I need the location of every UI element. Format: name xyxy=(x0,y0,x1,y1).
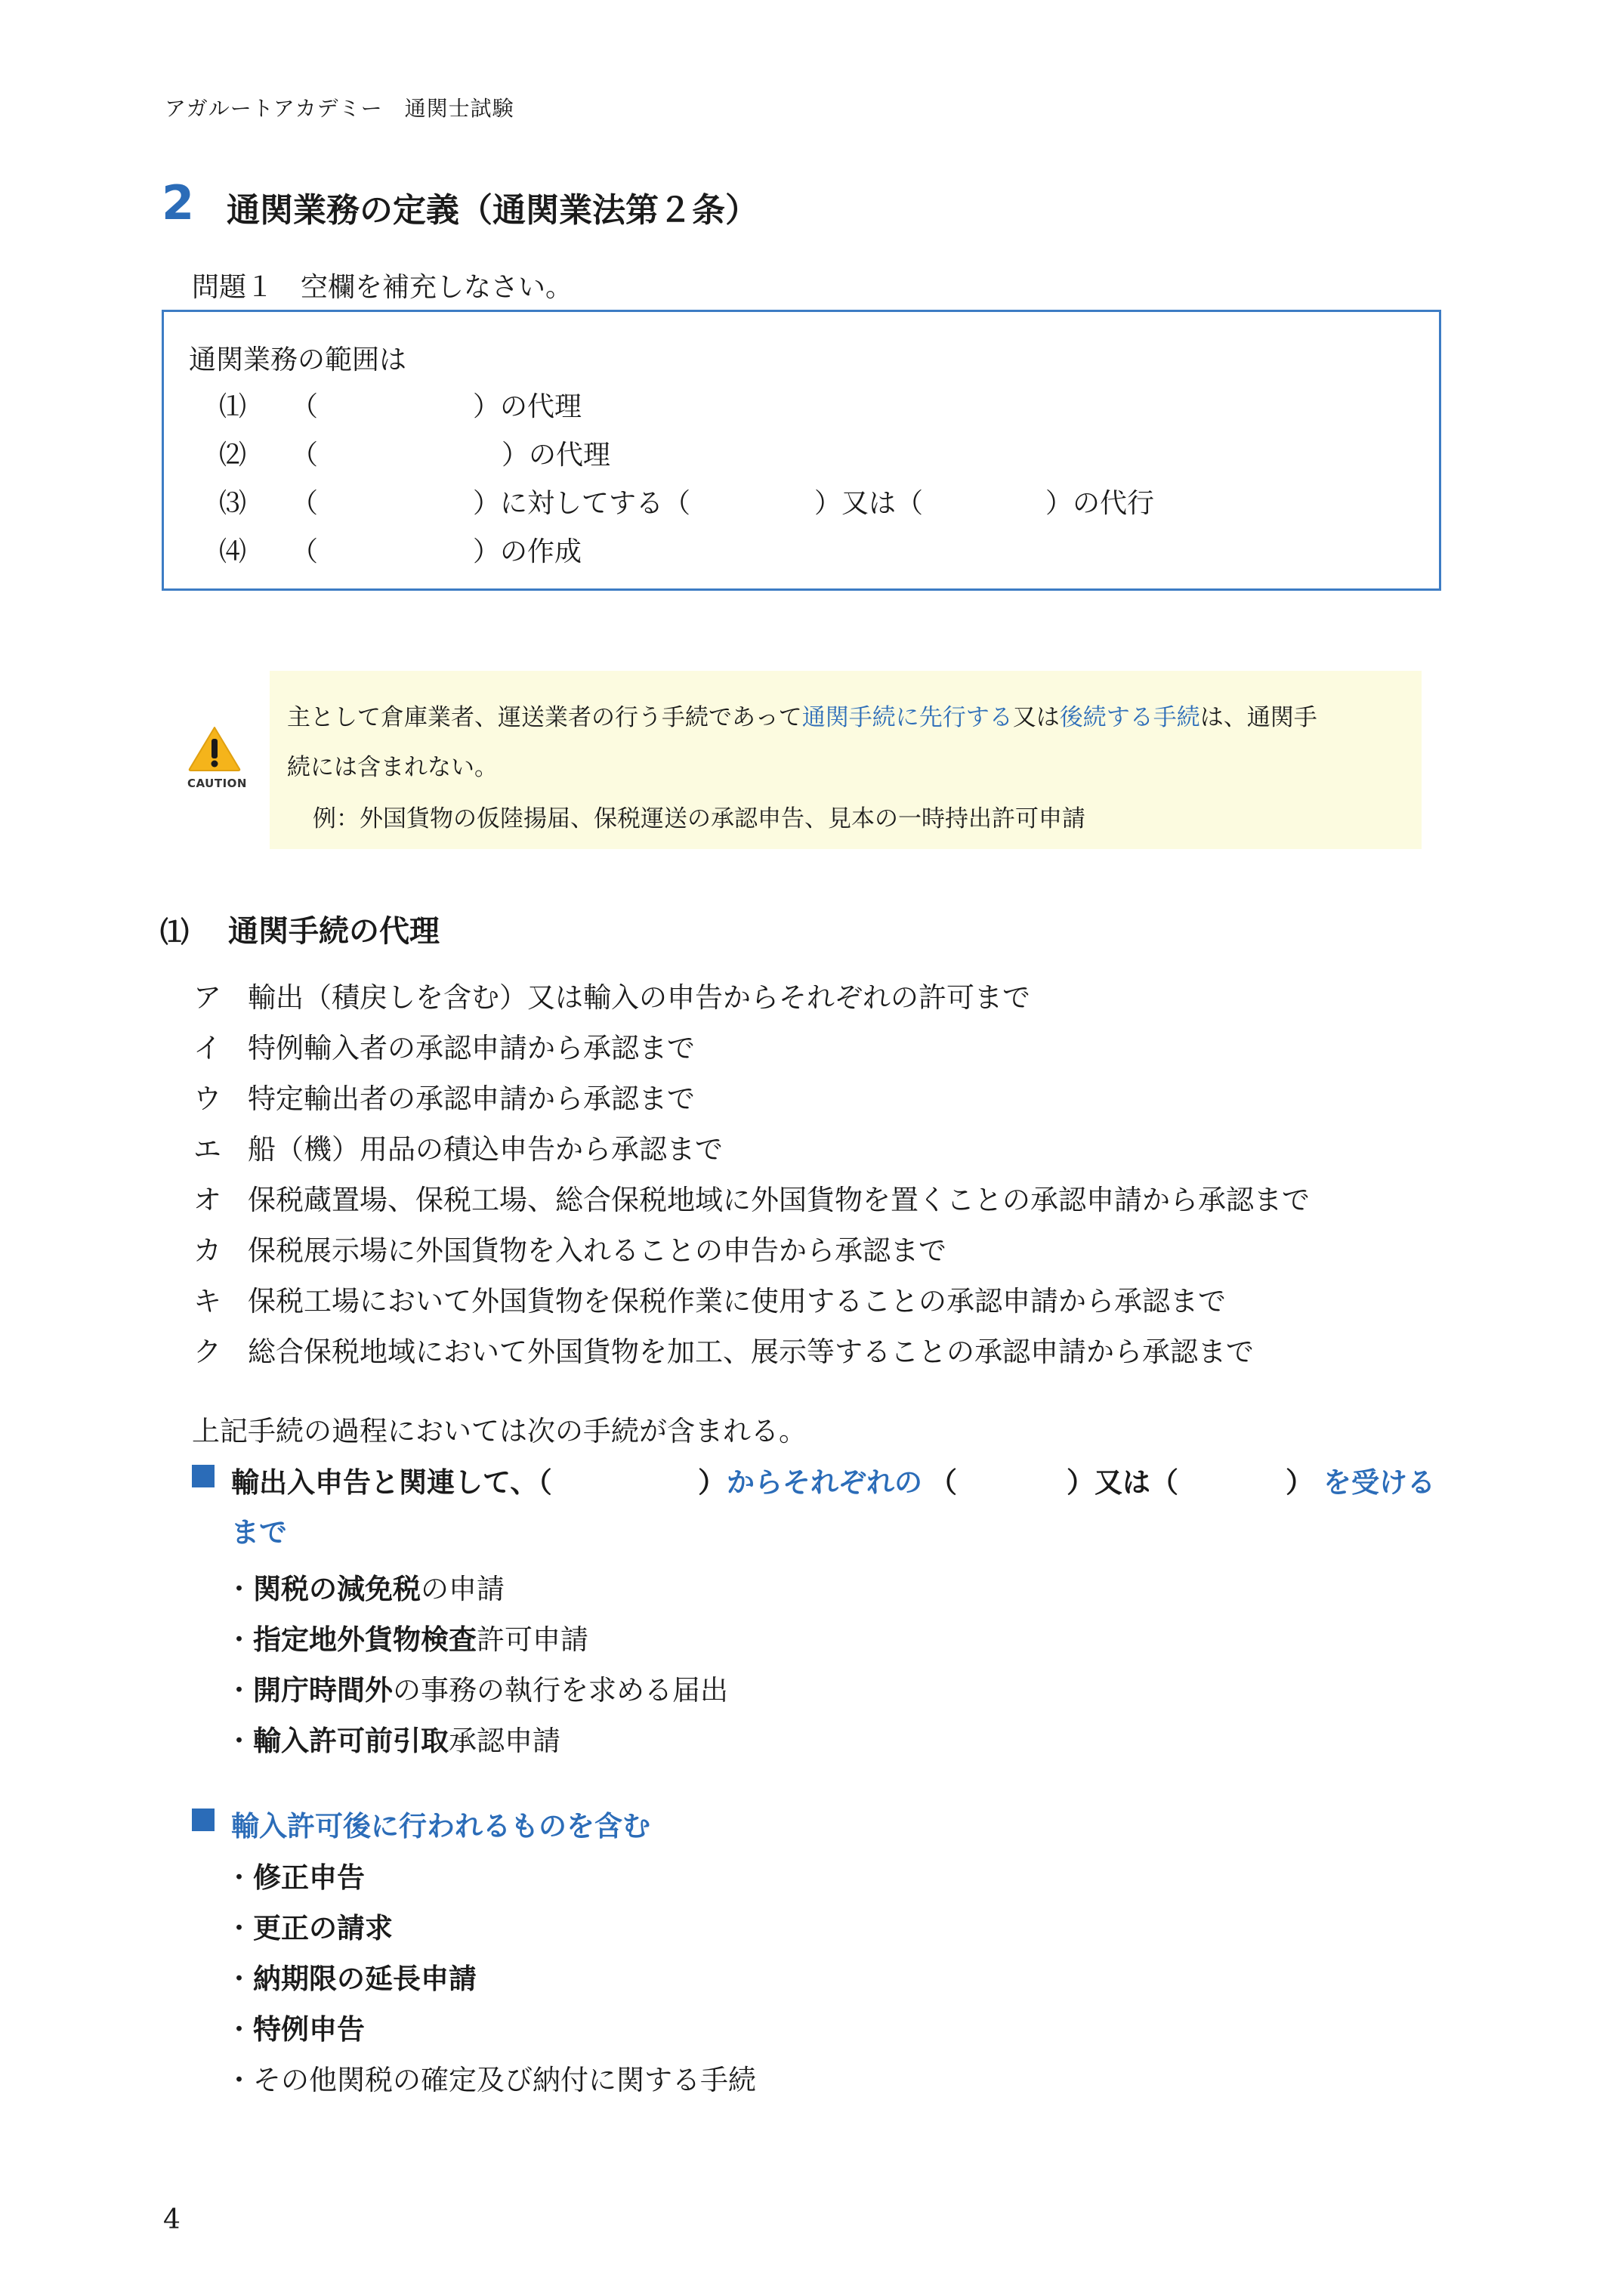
blank-close: ）の代理 xyxy=(473,391,582,422)
page-number: 4 xyxy=(163,2204,181,2235)
section-title: 通関業務の定義（通関業法第２条） xyxy=(227,191,758,230)
bullet-item: ・指定地外貨物検査許可申請 xyxy=(225,1623,588,1656)
blank-open: （ xyxy=(291,391,319,422)
list-item-key: キ xyxy=(193,1285,221,1317)
blank-close: ）の作成 xyxy=(473,536,582,567)
lead-text: からそれぞれの xyxy=(727,1466,922,1499)
square-bullet-icon xyxy=(192,1809,215,1831)
lead-text: を受ける xyxy=(1323,1466,1435,1499)
bullet-item: ・納期限の延長申請 xyxy=(225,1963,477,1995)
question-row-num: ⑴ xyxy=(219,391,247,422)
square-bullet-icon xyxy=(192,1465,215,1487)
question-row-num: ⑶ xyxy=(219,488,247,519)
blank-close: ） xyxy=(1286,1466,1314,1499)
lead-text: まで xyxy=(231,1516,287,1549)
caution-example: 例：外国貨物の仮陸揚届、保税運送の承認申告、見本の一時持出許可申請 xyxy=(313,805,1085,832)
list-item: 保税工場において外国貨物を保税作業に使用することの承認申請から承認まで xyxy=(248,1285,1226,1317)
question-row-num: ⑵ xyxy=(219,440,247,471)
bullet-item: ・修正申告 xyxy=(225,1861,365,1894)
header-text: アガルートアカデミー 通関士試験 xyxy=(165,96,514,121)
caution-icon xyxy=(187,725,247,790)
list-item-key: ク xyxy=(193,1336,221,1368)
blank-close: ）の代行 xyxy=(1045,488,1155,519)
list-item: 船（機）用品の積込申告から承認まで xyxy=(248,1133,723,1166)
blank-close: ）又は（ xyxy=(814,488,924,519)
section-number: 2 xyxy=(162,175,195,230)
bullet-item: ・開庁時間外の事務の執行を求める届出 xyxy=(225,1674,728,1707)
list-item-key: ア xyxy=(193,981,221,1014)
blank-close: ）に対してする（ xyxy=(473,488,691,519)
question-row-num: ⑷ xyxy=(219,536,247,567)
blank-close: ）又は（ xyxy=(1067,1466,1178,1499)
list-item: 特定輸出者の承認申請から承認まで xyxy=(248,1083,695,1115)
blank-open: （ xyxy=(291,536,319,567)
list-item-key: ウ xyxy=(193,1083,221,1115)
bullet-item: ・その他関税の確定及び納付に関する手続 xyxy=(225,2064,756,2096)
subsection-title: 通関手続の代理 xyxy=(228,914,440,949)
list-item: 特例輸入者の承認申請から承認まで xyxy=(248,1032,695,1064)
blank-close: ） xyxy=(698,1466,726,1499)
subsection-number: ⑴ xyxy=(160,916,190,949)
bullet-item: ・輸入許可前引取承認申請 xyxy=(225,1725,560,1757)
blank-close: ）の代理 xyxy=(502,440,611,471)
blank-open: （ xyxy=(291,440,319,471)
list-item: 保税展示場に外国貨物を入れることの申告から承認まで xyxy=(248,1234,946,1267)
question-intro: 通関業務の範囲は xyxy=(189,344,407,375)
note-text: 上記手続の過程においては次の手続が含まれる。 xyxy=(192,1415,807,1447)
question-title: 問題１ 空欄を補充しなさい。 xyxy=(192,272,573,303)
caution-line-2: 続には含まれない。 xyxy=(287,754,498,781)
bullet-item: ・関税の減免税の申請 xyxy=(225,1573,505,1605)
blank-open: （ xyxy=(929,1466,957,1499)
list-item-key: オ xyxy=(193,1184,221,1216)
warning-triangle-icon xyxy=(187,725,242,772)
bullet-item: ・更正の請求 xyxy=(225,1912,393,1944)
caution-label: CAUTION xyxy=(187,777,247,790)
blank-open: （ xyxy=(291,488,319,519)
lead-text: 輸入許可後に行われるものを含む xyxy=(231,1810,650,1842)
list-item: 保税蔵置場、保税工場、総合保税地域に外国貨物を置くことの承認申請から承認まで xyxy=(248,1184,1310,1216)
lead-text: 輸出入申告と関連して、（ xyxy=(231,1466,552,1499)
list-item: 総合保税地域において外国貨物を加工、展示等することの承認申請から承認まで xyxy=(248,1336,1254,1368)
list-item-key: イ xyxy=(193,1032,221,1064)
bullet-item: ・特例申告 xyxy=(225,2013,365,2046)
list-item-key: エ xyxy=(193,1133,221,1166)
list-item-key: カ xyxy=(193,1234,221,1267)
caution-line-1: 主として倉庫業者、運送業者の行う手続であって通関手続に先行する又は後続する手続は、通関手 xyxy=(287,704,1317,731)
list-item: 輸出（積戻しを含む）又は輸入の申告からそれぞれの許可まで xyxy=(248,981,1030,1014)
